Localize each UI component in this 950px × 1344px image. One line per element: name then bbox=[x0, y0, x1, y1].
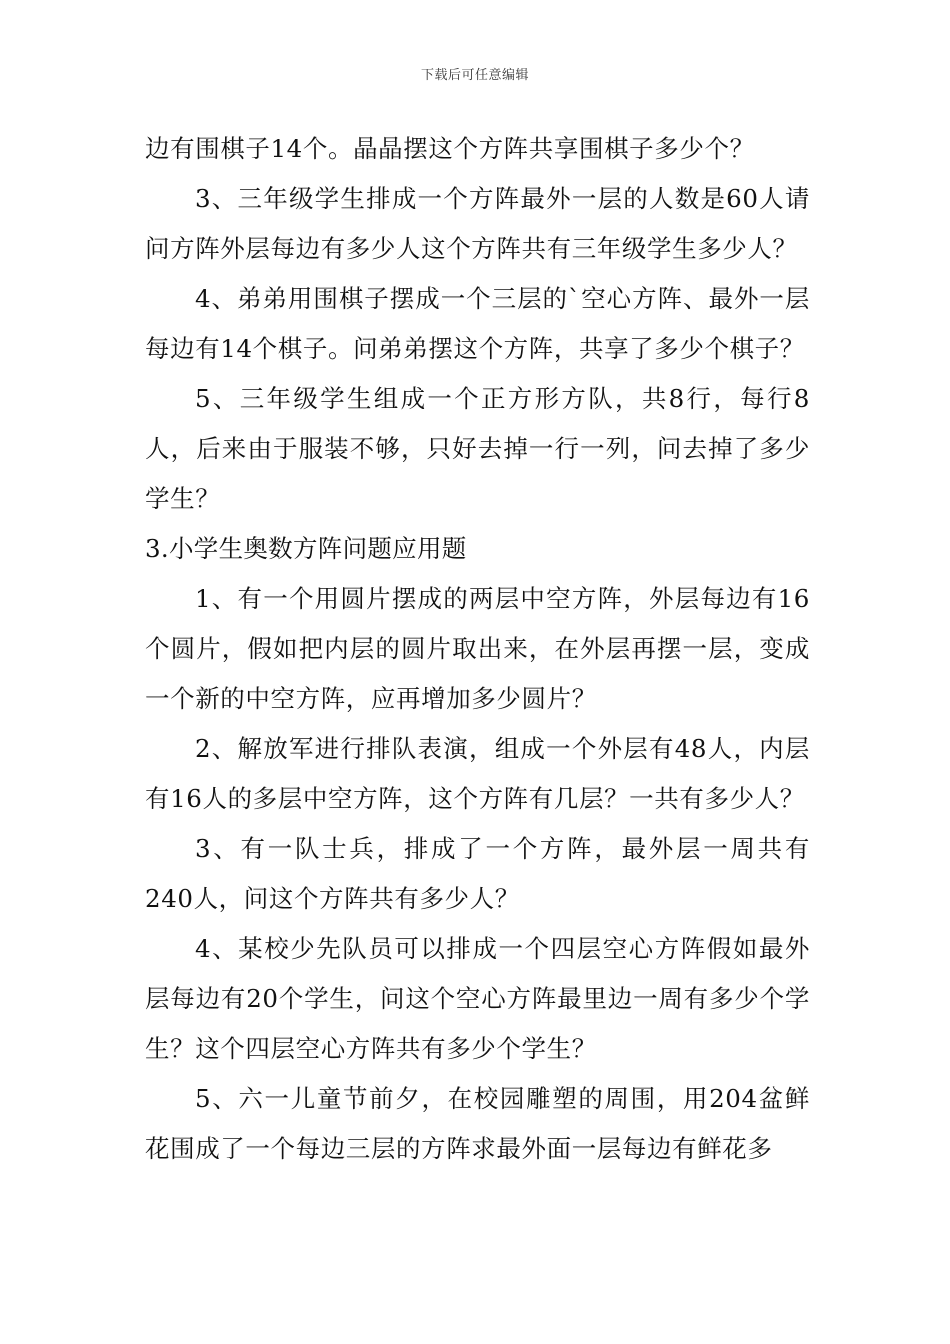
problem-3-first-set: 3、三年级学生排成一个方阵最外一层的人数是60人请问方阵外层每边有多少人这个方阵共有三年级学生多少人？ bbox=[145, 184, 810, 263]
problem-5-first-set: 5、三年级学生组成一个正方形方队，共8行，每行8人，后来由于服装不够，只好去掉一行一列，问去掉了多少学生？ bbox=[145, 384, 810, 513]
paragraph-continuation: 边有围棋子14个。晶晶摆这个方阵共享围棋子多少个？ bbox=[145, 134, 755, 163]
document-body bbox=[145, 124, 810, 1174]
page-header: 下载后可任意编辑 bbox=[420, 68, 529, 83]
problem-3: 3、有一队士兵，排成了一个方阵，最外层一周共有240人，问这个方阵共有多少人？ bbox=[145, 834, 810, 913]
problem-2: 2、解放军进行排队表演，组成一个外层有48人，内层有16人的多层中空方阵，这个方阵有几层？一共有多少人？ bbox=[145, 734, 810, 813]
problem-4-first-set: 4、弟弟用围棋子摆成一个三层的`空心方阵、最外一层每边有14个棋子。问弟弟摆这个方阵，共享了多少个棋子？ bbox=[145, 284, 810, 363]
problem-1: 1、有一个用圆片摆成的两层中空方阵，外层每边有16个圆片，假如把内层的圆片取出来，在外层再摆一层，变成一个新的中空方阵，应再增加多少圆片？ bbox=[145, 584, 810, 713]
problem-4: 4、某校少先队员可以排成一个四层空心方阵假如最外层每边有20个学生，问这个空心方阵最里边一周有多少个学生？这个四层空心方阵共有多少个学生？ bbox=[145, 934, 810, 1063]
problem-5: 5、六一儿童节前夕，在校园雕塑的周围，用204盆鲜花围成了一个每边三层的方阵求最外面一层每边有鲜花多 bbox=[145, 1084, 810, 1163]
section-heading: 3.小学生奥数方阵问题应用题 bbox=[145, 534, 467, 563]
